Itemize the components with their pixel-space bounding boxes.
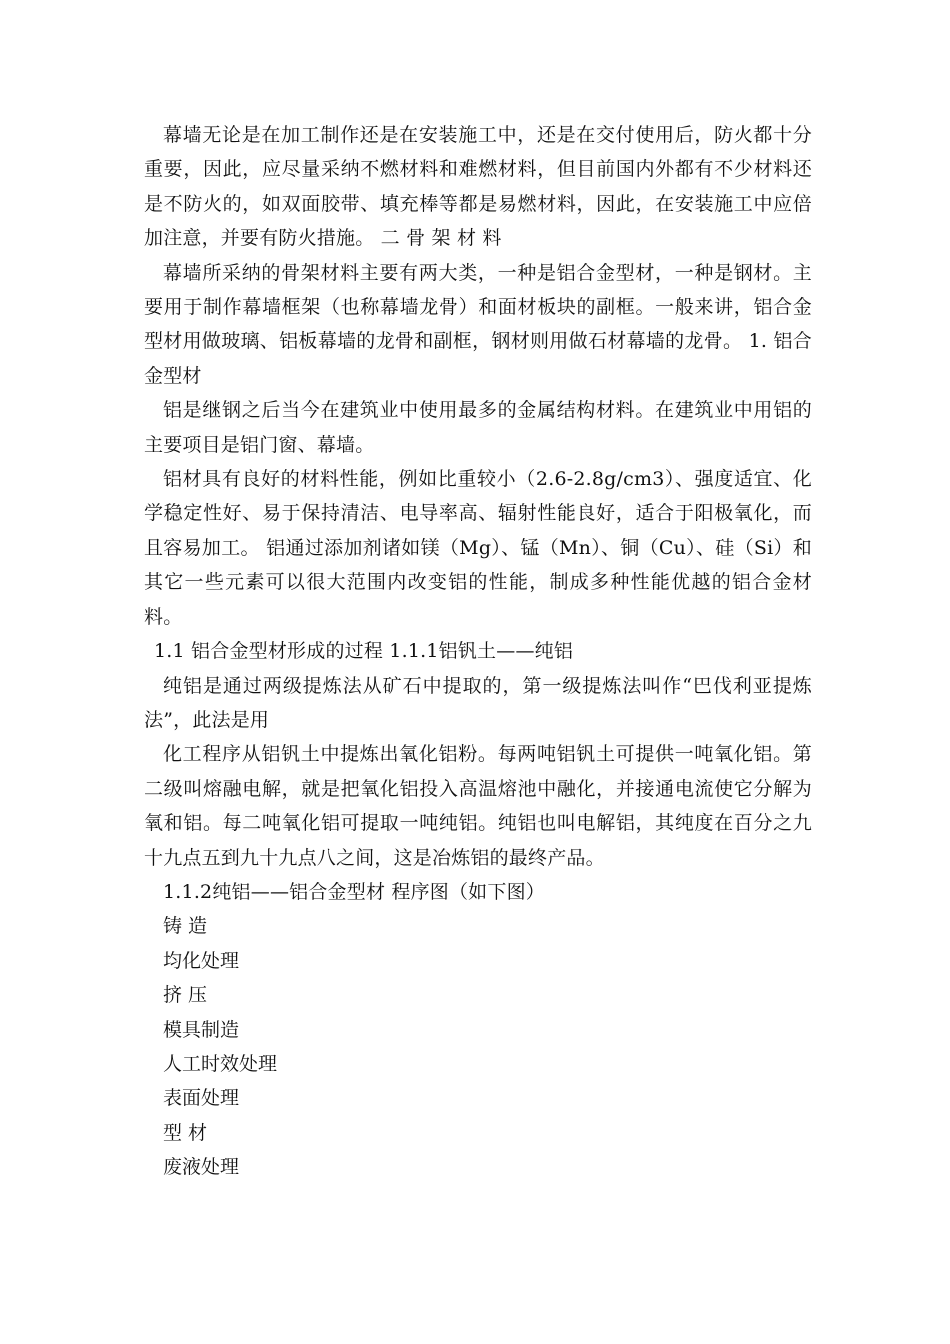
paragraph-fire-safety: 幕墙无论是在加工制作还是在安装施工中，还是在交付使用后，防火都十分重要，因此，应尽量采纳不燃材料和难燃材料，但目前国内外都有不少材料还是不防火的，如双面胶带、填充棒等都是易燃材料，因此，在安装施工中应倍加注意，并要有防火措施。 二 骨 架 材 料: [144, 124, 812, 250]
process-step: 人工时效处理: [163, 1052, 278, 1075]
process-step: 均化处理: [163, 949, 240, 972]
section-heading-1-1-2: 1.1.2纯铝——铝合金型材 程序图（如下图）: [163, 880, 545, 903]
paragraph-refining-1: 纯铝是通过两级提炼法从矿石中提取的，第一级提炼法叫作“巴伐利亚提炼法”，此法是用: [144, 674, 812, 731]
paragraph-aluminum-properties: 铝材具有良好的材料性能，例如比重较小（2.6-2.8g/cm3）、强度适宜、化学稳定性好、易于保持清洁、电导率高、辐射性能良好，适合于阳极氧化，而且容易加工。 铝通过添加剂诸如镁（Mg）、锰（Mn）、铜（Cu）、硅（Si）和其它一些元素可以很大范围内改变铝的性能，制成多种性能优越的铝合金材料。: [144, 468, 812, 628]
process-step: 模具制造: [163, 1018, 240, 1041]
process-step: 挤 压: [163, 984, 208, 1007]
document-body: [144, 118, 812, 1185]
paragraph-frame-materials: 幕墙所采纳的骨架材料主要有两大类，一种是铝合金型材，一种是钢材。主要用于制作幕墙框架（也称幕墙龙骨）和面材板块的副框。一般来讲，铝合金型材用做玻璃、铝板幕墙的龙骨和副框，钢材则用做石材幕墙的龙骨。 1. 铝合金型材: [144, 261, 812, 387]
process-step: 废液处理: [163, 1156, 240, 1179]
process-step: 型 材: [163, 1121, 208, 1144]
process-step-list: [144, 909, 812, 1184]
process-step: 铸 造: [163, 915, 208, 938]
paragraph-aluminum-usage: 铝是继钢之后当今在建筑业中使用最多的金属结构材料。在建筑业中用铝的主要项目是铝门窗、幕墙。: [144, 399, 812, 456]
paragraph-refining-2: 化工程序从铝钒土中提炼出氧化铝粉。每两吨铝钒土可提供一吨氧化铝。第二级叫熔融电解，就是把氧化铝投入高温熔池中融化，并接通电流使它分解为氧和铝。每二吨氧化铝可提取一吨纯铝。纯铝也叫电解铝，其纯度在百分之九十九点五到九十九点八之间，这是冶炼铝的最终产品。: [144, 743, 812, 869]
process-step: 表面处理: [163, 1087, 240, 1110]
section-heading-1-1: 1.1 铝合金型材形成的过程 1.1.1铝钒土——纯铝: [154, 640, 574, 663]
